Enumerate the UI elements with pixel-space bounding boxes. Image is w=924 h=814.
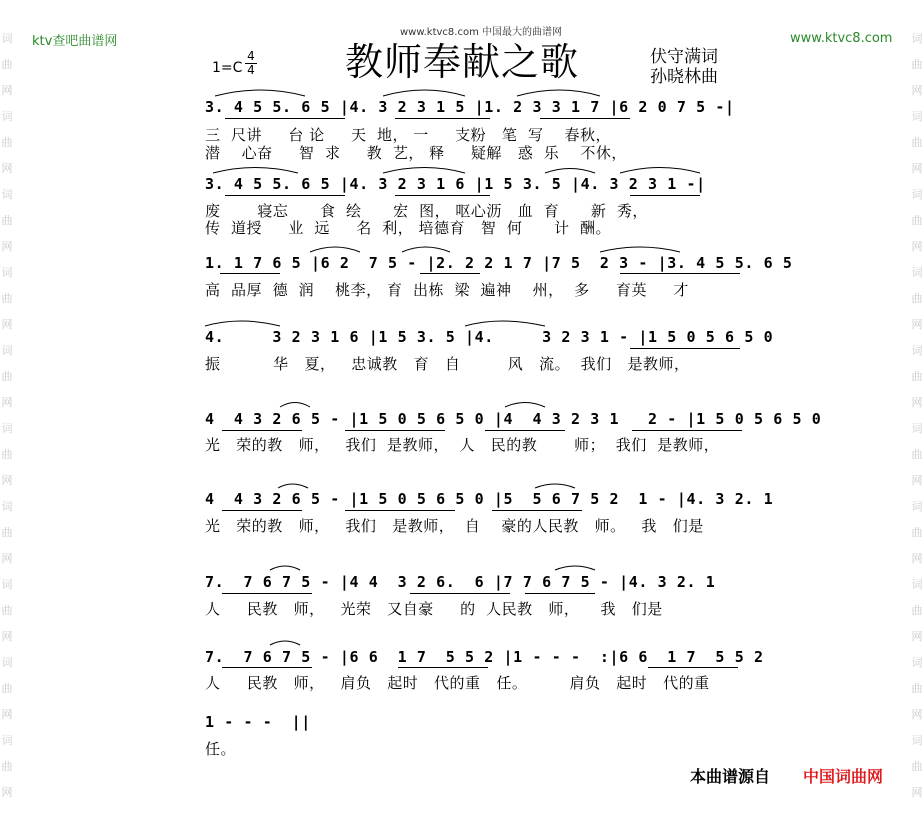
lyric-line-5: 光 荣的教 师， 我们 是教师， 人 民的教 师； 我们 是教师， [205,436,720,454]
notation-line-8: 7. 7 6 7 5 - |6 6 1 7 5 5 2 |1 - - - :|6 6 1 7 5 5 2 [205,648,764,666]
side-watermark-glyph: 网 [911,786,923,799]
notation-line-1: 3. 4 5 5. 6 5 |4. 3 2 3 1 5 |1. 2 3 3 1 7 |6 2 0 7 5 -| [205,98,735,116]
beam-underline [222,593,312,594]
side-watermark-glyph: 曲 [911,214,923,227]
beam-underline [410,593,510,594]
notation-line-6: 4 4 3 2 6 5 - |1 5 0 5 6 5 0 |5 5 6 7 5 2 1 - |4. 3 2. 1 [205,490,774,508]
tie-arc [545,169,595,174]
lyric-line-4: 振 华 夏， 忠诚教 育 自 风 流。 我们 是教师， [205,355,690,373]
beam-underline [620,273,740,274]
side-watermark-glyph: 曲 [1,760,13,773]
side-watermark-glyph: 曲 [1,682,13,695]
side-watermark-glyph: 网 [1,84,13,97]
side-watermark-glyph: 词 [1,422,13,435]
side-watermark-glyph: 网 [1,474,13,487]
beam-underline [525,593,595,594]
time-signature-top: 4 [247,49,255,63]
side-watermark-glyph: 词 [911,422,923,435]
site-brand-right[interactable]: www.ktvc8.com [790,31,893,46]
song-title: 教师奉献之歌 [345,40,580,84]
side-watermark-glyph: 曲 [1,370,13,383]
side-watermark-glyph: 曲 [911,292,923,305]
side-watermark-glyph: 网 [911,240,923,253]
side-watermark-glyph: 曲 [911,604,923,617]
side-watermark-glyph: 曲 [1,136,13,149]
lyric-line-2a: 废 寝忘 食 绘 宏 图， 呕心沥 血 育 新 秀， [205,202,648,220]
tie-arc [280,403,310,408]
side-watermark-glyph: 词 [1,500,13,513]
side-watermark-glyph: 词 [911,344,923,357]
side-watermark-glyph: 词 [1,344,13,357]
notation-line-4: 4. 3 2 3 1 6 |1 5 3. 5 |4. 3 2 3 1 - |1 5 0 5 6 5 0 [205,328,774,346]
side-watermark-glyph: 网 [1,552,13,565]
side-watermark-glyph: 网 [911,162,923,175]
side-watermark-glyph: 网 [911,396,923,409]
beam-underline [222,667,312,668]
beam-underline [420,273,480,274]
side-watermark-glyph: 曲 [1,292,13,305]
tie-arc [213,168,298,174]
side-watermark-glyph: 网 [1,318,13,331]
side-watermark-glyph: 网 [911,84,923,97]
side-watermark-glyph: 曲 [911,760,923,773]
notation-line-9: 1 - - - || [205,713,311,731]
side-watermark-glyph: 词 [1,110,13,123]
side-watermark-glyph: 词 [1,578,13,591]
lyric-line-2b: 传 道授 业 远 名 利， 培德育 智 何 计 酬。 [205,219,612,237]
tie-arc [383,168,465,174]
lyric-line-1a: 三 尺讲 台 论 天 地， 一 支粉 笔 写 春秋， [205,126,612,144]
tie-arc [270,641,300,645]
side-watermark-glyph: 网 [1,786,13,799]
side-watermark-glyph: 曲 [1,448,13,461]
beam-underline [648,667,738,668]
tie-arc [215,90,305,96]
lyric-line-3: 高 品厚 德 润 桃李， 育 出栋 梁 遍神 州， 多 育英 才 [205,281,689,299]
footer-source-label: 本曲谱源自 [690,767,771,786]
beam-underline [630,195,700,196]
lyric-line-1b: 潜 心奋 智 求 教 艺， 释 疑解 惑 乐 不休， [205,144,627,162]
beam-underline [345,430,445,431]
beam-underline [220,273,280,274]
side-watermark-glyph: 词 [911,500,923,513]
tie-arc [535,484,575,488]
tie-arc [600,247,680,252]
beam-underline [222,510,302,511]
beam-underline [395,195,490,196]
notation-line-3: 1. 1 7 6 5 |6 2 7 5 - |2. 2 2 1 7 |7 5 2 3 - |3. 4 5 5. 6 5 [205,254,793,272]
tie-arc [402,247,450,252]
side-watermark-glyph: 曲 [1,526,13,539]
notation-line-2: 3. 4 5 5. 6 5 |4. 3 2 3 1 6 |1 5 3. 5 |4. 3 2 3 1 -| [205,175,706,193]
tie-arc [270,566,300,570]
time-signature [245,50,257,77]
lyric-line-8: 人 民教 师， 肩负 起时 代的重 任。 肩负 起时 代的重 [205,674,710,692]
tie-arc [505,403,545,408]
side-watermark-glyph: 词 [911,656,923,669]
tie-arc [278,484,308,488]
side-watermark-glyph: 网 [1,630,13,643]
side-watermark-glyph: 词 [911,188,923,201]
beam-underline [398,667,488,668]
side-watermark-glyph: 曲 [1,604,13,617]
side-watermark-glyph: 词 [911,578,923,591]
side-watermark-glyph: 曲 [1,58,13,71]
side-watermark-glyph: 网 [911,708,923,721]
notation-line-5: 4 4 3 2 6 5 - |1 5 0 5 6 5 0 |4 4 3 2 3 1 2 - |1 5 0 5 6 5 0 [205,410,822,428]
beam-underline [485,430,565,431]
side-watermark-glyph: 词 [911,110,923,123]
right-watermark-strip [910,0,924,814]
side-watermark-glyph: 曲 [911,448,923,461]
side-watermark-glyph: 词 [911,734,923,747]
site-watermark: www.ktvc8.com 中国最大的曲谱网 [400,27,563,38]
time-signature-bottom: 4 [245,63,257,77]
tie-arc [383,90,465,96]
lyric-line-9: 任。 [205,740,237,758]
beam-underline [225,195,345,196]
lyricist-credit: 伏守满词 [650,47,718,67]
side-watermark-glyph: 词 [1,188,13,201]
side-watermark-glyph: 网 [1,240,13,253]
side-watermark-glyph: 网 [1,162,13,175]
lyric-line-7: 人 民教 师， 光荣 又自豪 的 人民教 师， 我 们是 [205,600,663,618]
tie-arc [555,566,595,570]
beam-underline [222,430,302,431]
side-watermark-glyph: 词 [1,656,13,669]
beam-underline [630,348,740,349]
tie-arc [310,247,360,252]
beam-underline [632,430,742,431]
beam-underline [492,510,582,511]
side-watermark-glyph: 网 [1,396,13,409]
side-watermark-glyph: 网 [911,474,923,487]
side-watermark-glyph: 曲 [911,682,923,695]
tie-arc [620,168,700,174]
side-watermark-glyph: 词 [911,266,923,279]
side-watermark-glyph: 曲 [911,58,923,71]
notation-line-7: 7. 7 6 7 5 - |4 4 3 2 6. 6 |7 7 6 7 5 - |4. 3 2. 1 [205,573,716,591]
lyric-line-6: 光 荣的教 师， 我们 是教师， 自 豪的人民教 师。 我 们是 [205,517,704,535]
tie-arc [517,90,600,96]
key-signature: 1=C [212,60,243,76]
footer-source-site[interactable]: 中国词曲网 [803,767,884,786]
beam-underline [225,118,345,119]
beam-underline [540,118,630,119]
side-watermark-glyph: 词 [911,32,923,45]
site-brand-left[interactable]: ktv查吧曲谱网 [32,34,118,49]
side-watermark-glyph: 词 [1,734,13,747]
side-watermark-glyph: 曲 [911,136,923,149]
side-watermark-glyph: 网 [1,708,13,721]
left-watermark-strip [0,0,14,814]
side-watermark-glyph: 曲 [911,526,923,539]
beam-underline [395,118,490,119]
side-watermark-glyph: 词 [1,32,13,45]
side-watermark-glyph: 网 [911,318,923,331]
side-watermark-glyph: 网 [911,552,923,565]
side-watermark-glyph: 曲 [1,214,13,227]
side-watermark-glyph: 词 [1,266,13,279]
tie-arc [465,321,545,326]
side-watermark-glyph: 曲 [911,370,923,383]
composer-credit: 孙晓林曲 [650,67,718,87]
beam-underline [345,510,455,511]
tie-arc [205,321,280,326]
side-watermark-glyph: 网 [911,630,923,643]
